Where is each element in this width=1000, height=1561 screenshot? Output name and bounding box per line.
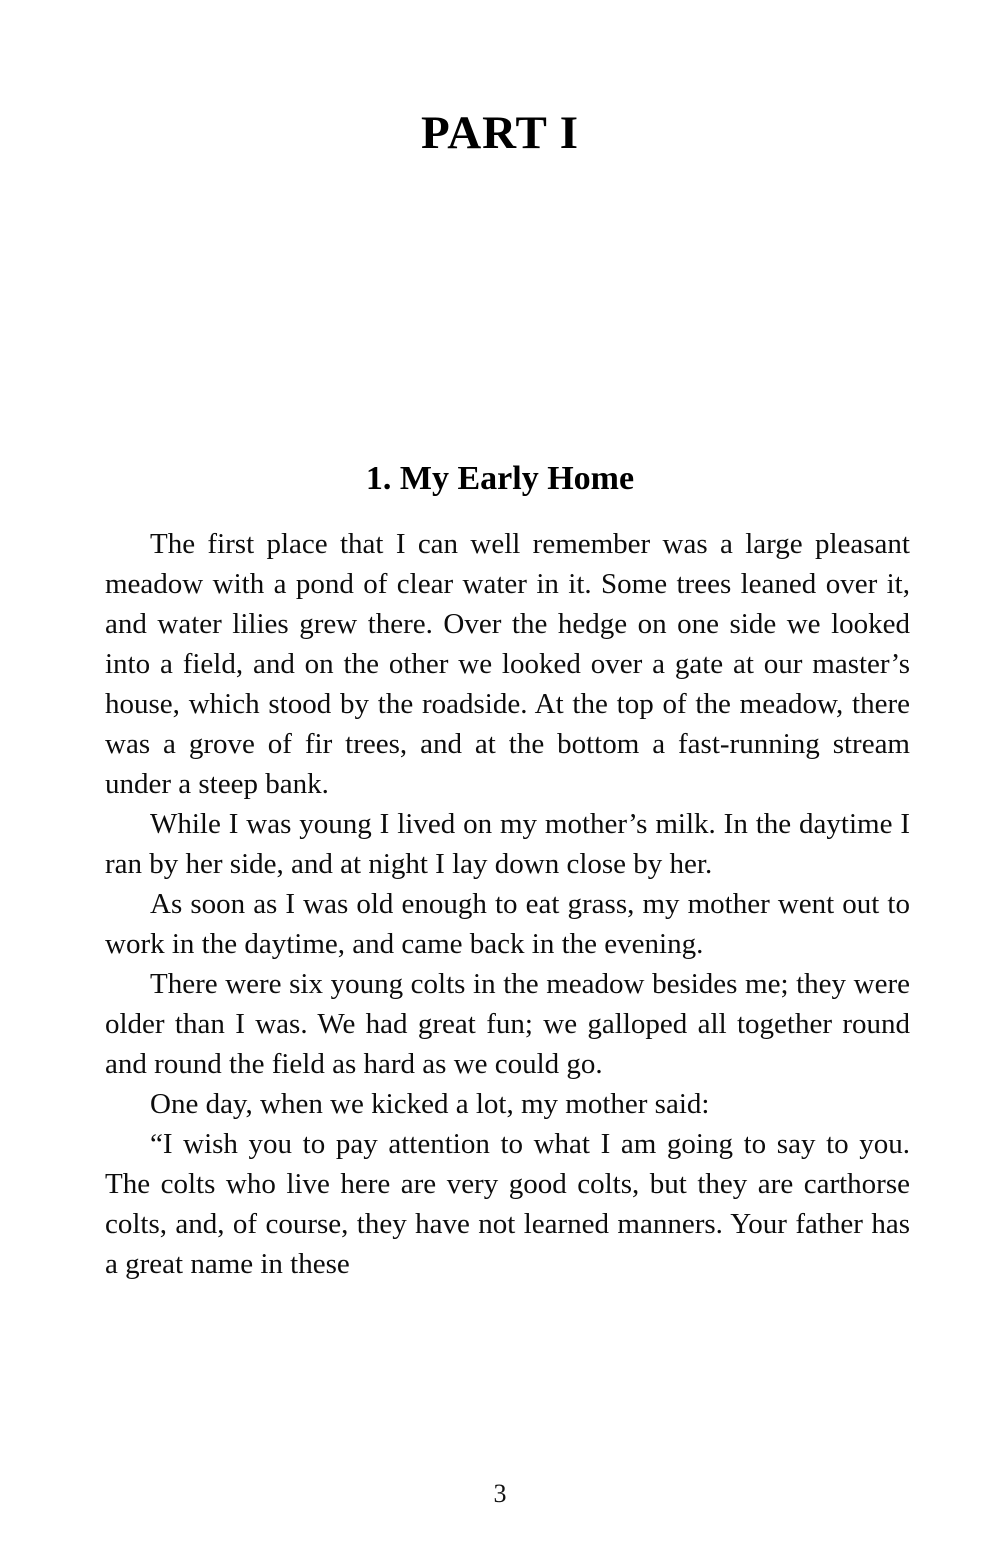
paragraph: There were six young colts in the meadow besides me; they were older than I was. We had great fun; we galloped all together round and round the field as hard as we could go. [105,968,910,1080]
paragraph: “I wish you to pay attention to what I am going to say to you. The colts who live here are very good colts, but they are carthorse colts, and, of course, they have not learned manners. Your father has a great name in these [105,1128,910,1280]
page-number: 3 [493,1479,507,1508]
paragraph: While I was young I lived on my mother’s milk. In the daytime I ran by her side, and at night I lay down close by her. [105,808,910,880]
paragraph: The first place that I can well remember was a large pleasant meadow with a pond of clear water in it. Some trees leaned over it, and water lilies grew there. Over the hedge on one side we looked into a field, and on the other we looked over a gate at our master’s house, which stood by the roadside. At the top of the meadow, there was a grove of fir trees, and at the bottom a fast-running stream under a steep bank. [105,528,910,800]
paragraph: One day, when we kicked a lot, my mother said: [150,1088,710,1120]
body-text [105,524,910,1284]
paragraph: As soon as I was old enough to eat grass, my mother went out to work in the daytime, and came back in the evening. [105,888,910,960]
chapter-title: 1. My Early Home [365,460,635,497]
part-title: PART I [421,107,579,159]
